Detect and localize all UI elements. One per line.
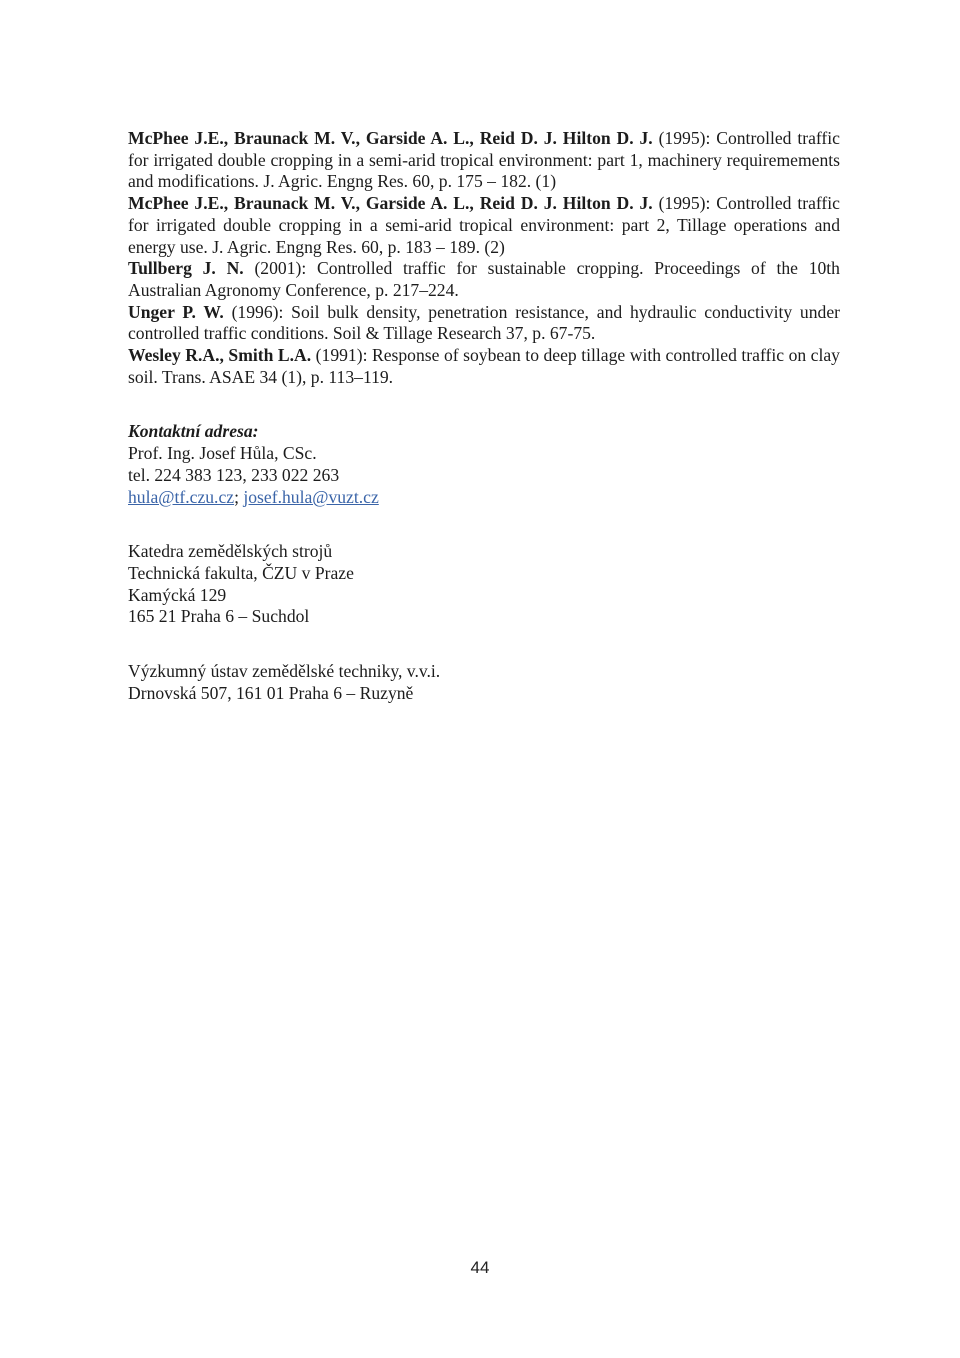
reference-authors: Tullberg J. N. [128, 258, 244, 279]
reference-text: (1996): Soil bulk density, penetration resistance, and hydraulic conductivity under controlled traffic conditions. Soil & Tillage Research 37, p. 67-75. [128, 301, 840, 344]
reference-authors: McPhee J.E., Braunack M. V., Garside A. L., Reid D. J. Hilton D. J. [128, 128, 653, 148]
contact-name: Prof. Ing. Josef Hůla, CSc. [128, 443, 317, 464]
address-street: Kamýcká 129 [128, 584, 227, 605]
reference-entry [128, 128, 840, 193]
email-link-primary[interactable]: hula@tf.czu.cz [128, 486, 235, 507]
reference-entry [128, 345, 840, 388]
institute-street-city: Drnovská 507, 161 01 Praha 6 – Ruzyně [128, 682, 414, 703]
contact-section [128, 421, 840, 508]
reference-text: (1991): Response of soybean to deep tillage with controlled traffic on clay soil. Trans. ASAE 34 (1), p. 113–119. [128, 345, 840, 387]
reference-authors: Unger P. W. [128, 301, 224, 322]
reference-list [128, 128, 840, 388]
reference-text: (1995): Controlled traffic for irrigated double cropping in a semi-arid tropical environment: part 2, Tillage operations and energy use. J. Agric. Engng Res. 60, p. 183 – 189. (2) [128, 193, 840, 257]
institute-name: Výzkumný ústav zemědělské techniky, v.v.i. [128, 661, 441, 682]
reference-authors: Wesley R.A., Smith L.A. [128, 345, 312, 366]
reference-text: (2001): Controlled traffic for sustainable cropping. Proceedings of the 10th Australian Agronomy Conference, p. 217–224. [128, 258, 840, 300]
address-faculty: Technická fakulta, ČZU v Praze [128, 562, 354, 583]
university-address [128, 541, 840, 628]
contact-heading: Kontaktní adresa: [128, 421, 259, 442]
document-page [128, 128, 840, 704]
reference-entry [128, 193, 840, 258]
contact-phone: tel. 224 383 123, 233 022 263 [128, 464, 340, 485]
address-city: 165 21 Praha 6 – Suchdol [128, 606, 310, 627]
email-link-secondary[interactable]: josef.hula@vuzt.cz [243, 486, 379, 507]
page-number: 44 [470, 1258, 490, 1277]
contact-emails [128, 487, 840, 509]
reference-entry [128, 258, 840, 301]
institute-address [128, 661, 840, 704]
address-department: Katedra zemědělských strojů [128, 541, 333, 562]
reference-entry [128, 302, 840, 345]
email-separator: ; [234, 486, 244, 507]
reference-text: (1995): Controlled traffic for irrigated double cropping in a semi-arid tropical environment: part 1, machinery requiremements and modifications. J. Agric. Engng Res. 60, p. 175 – 182. (1) [128, 128, 840, 192]
reference-authors: McPhee J.E., Braunack M. V., Garside A. L., Reid D. J. Hilton D. J. [128, 193, 653, 214]
